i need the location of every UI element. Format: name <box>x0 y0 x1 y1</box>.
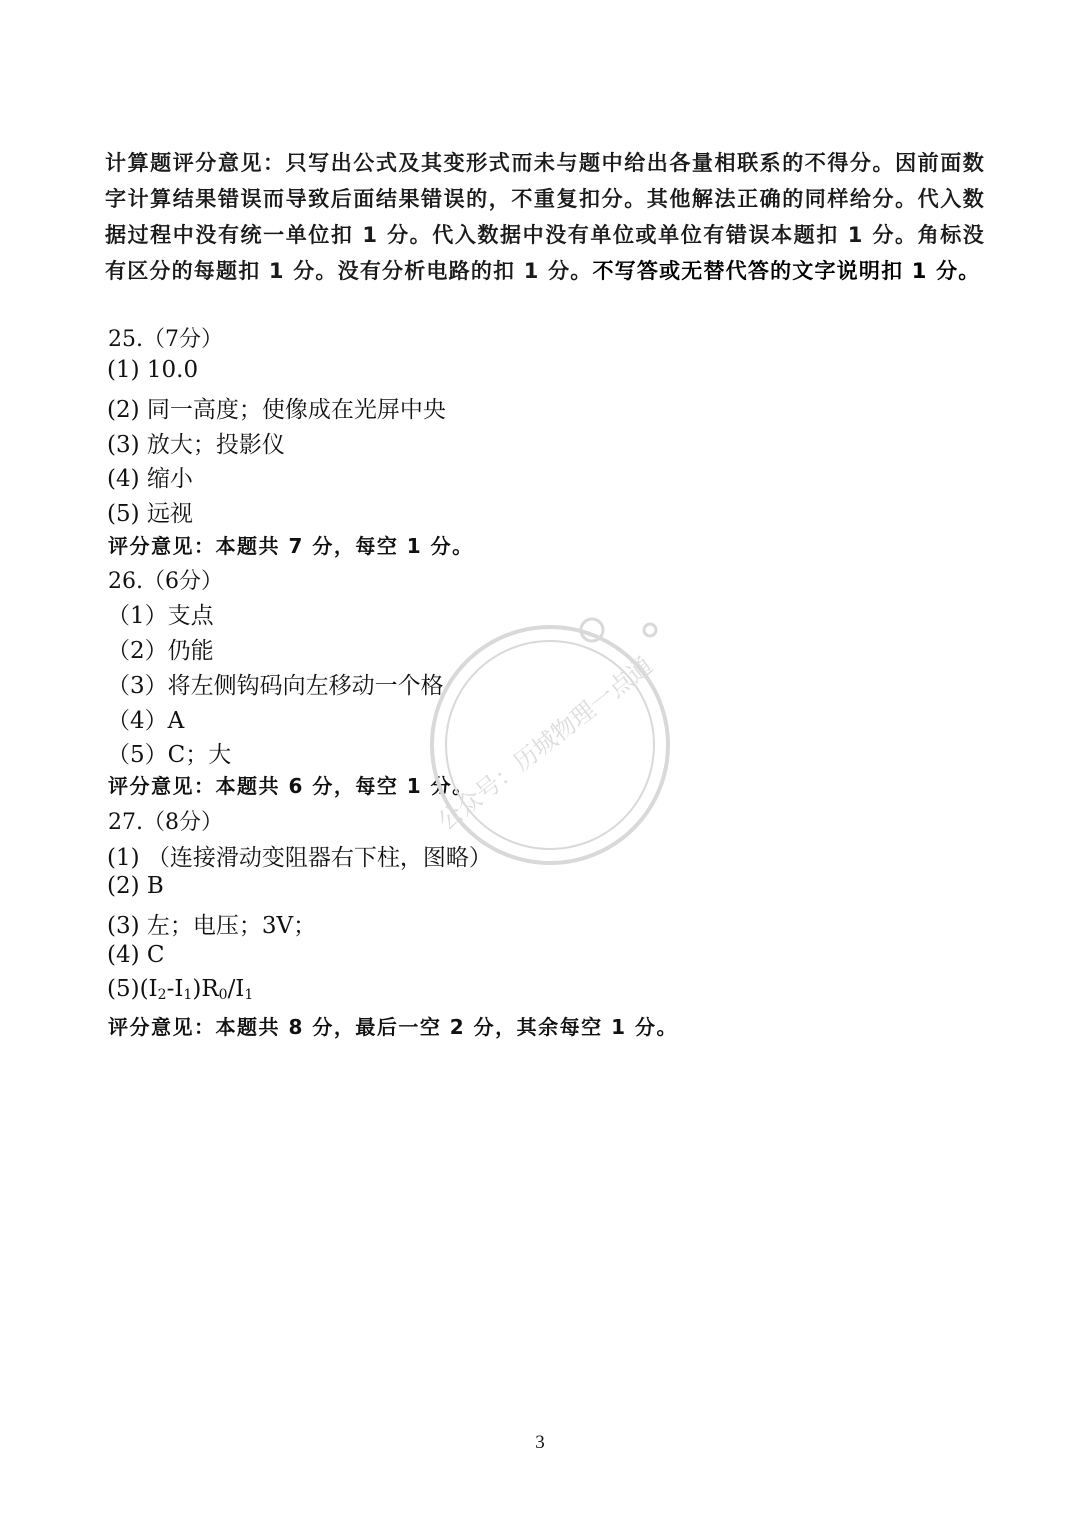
q26-answer-4: （4）A <box>107 708 185 734</box>
q27-answer-5: $(5)(I_2-I_1)R_0/I_1$ <box>107 976 254 1003</box>
watermark-dot-2 <box>644 624 656 636</box>
watermark-outer-ring <box>432 627 668 863</box>
watermark-dot-1 <box>581 619 603 641</box>
watermark-inner-ring <box>446 641 654 849</box>
q25-scoring-note: 评分意见：本题共 7 分，每空 1 分。 <box>108 534 474 558</box>
q25-answer-4: (4) 缩小 <box>107 466 193 492</box>
q27-answer-3: (3) 左；电压；3V； <box>107 913 317 939</box>
q27-answer-4: (4) C <box>107 942 165 968</box>
q25-answer-3: (3) 放大；投影仪 <box>107 432 285 458</box>
page-number: 3 <box>535 1432 545 1453</box>
watermark-text: 公众号：历城物理一点通 <box>432 651 658 836</box>
q26-heading: 26.（6分） <box>108 569 223 594</box>
scoring-note-bold-text: 不写答或无替代答的文字说明扣 1 分。 <box>592 259 981 283</box>
calculation-scoring-note <box>105 145 985 289</box>
q26-answer-5: （5）C；大 <box>107 742 232 768</box>
q26-answer-2: （2）仍能 <box>107 638 214 664</box>
q25-heading: 25.（7分） <box>108 327 223 352</box>
q27-heading: 27.（8分） <box>108 810 223 835</box>
q26-answer-3: （3）将左侧钩码向左移动一个格 <box>107 673 444 699</box>
q27-scoring-note: 评分意见：本题共 8 分，最后一空 2 分，其余每空 1 分。 <box>108 1015 679 1039</box>
q25-answer-2: (2) 同一高度；使像成在光屏中央 <box>107 397 446 423</box>
q27-answer-1: (1) （连接滑动变阻器右下柱，图略） <box>107 845 492 871</box>
q25-answer-1: (1) 10.0 <box>107 357 199 383</box>
q25-answer-5: (5) 远视 <box>107 501 193 527</box>
q27-answer-2: (2) B <box>107 873 164 899</box>
q26-answer-1: （1）支点 <box>107 603 214 629</box>
scoring-note-text: 计算题评分意见：只写出公式及其变形式而未与题中给出各量相联系的不得分。因前面数字计算结果错误而导致后面结果错误的，不重复扣分。其他解法正确的同样给分。代入数据过程中没有统一单位扣 1 分。代入数据中没有单位或单位有错误本题扣 1 分。角标没有区分的每题扣 1 分。没有分析电路的扣 1 分。 <box>105 151 985 283</box>
q26-scoring-note: 评分意见：本题共 6 分，每空 1 分。 <box>108 774 474 798</box>
